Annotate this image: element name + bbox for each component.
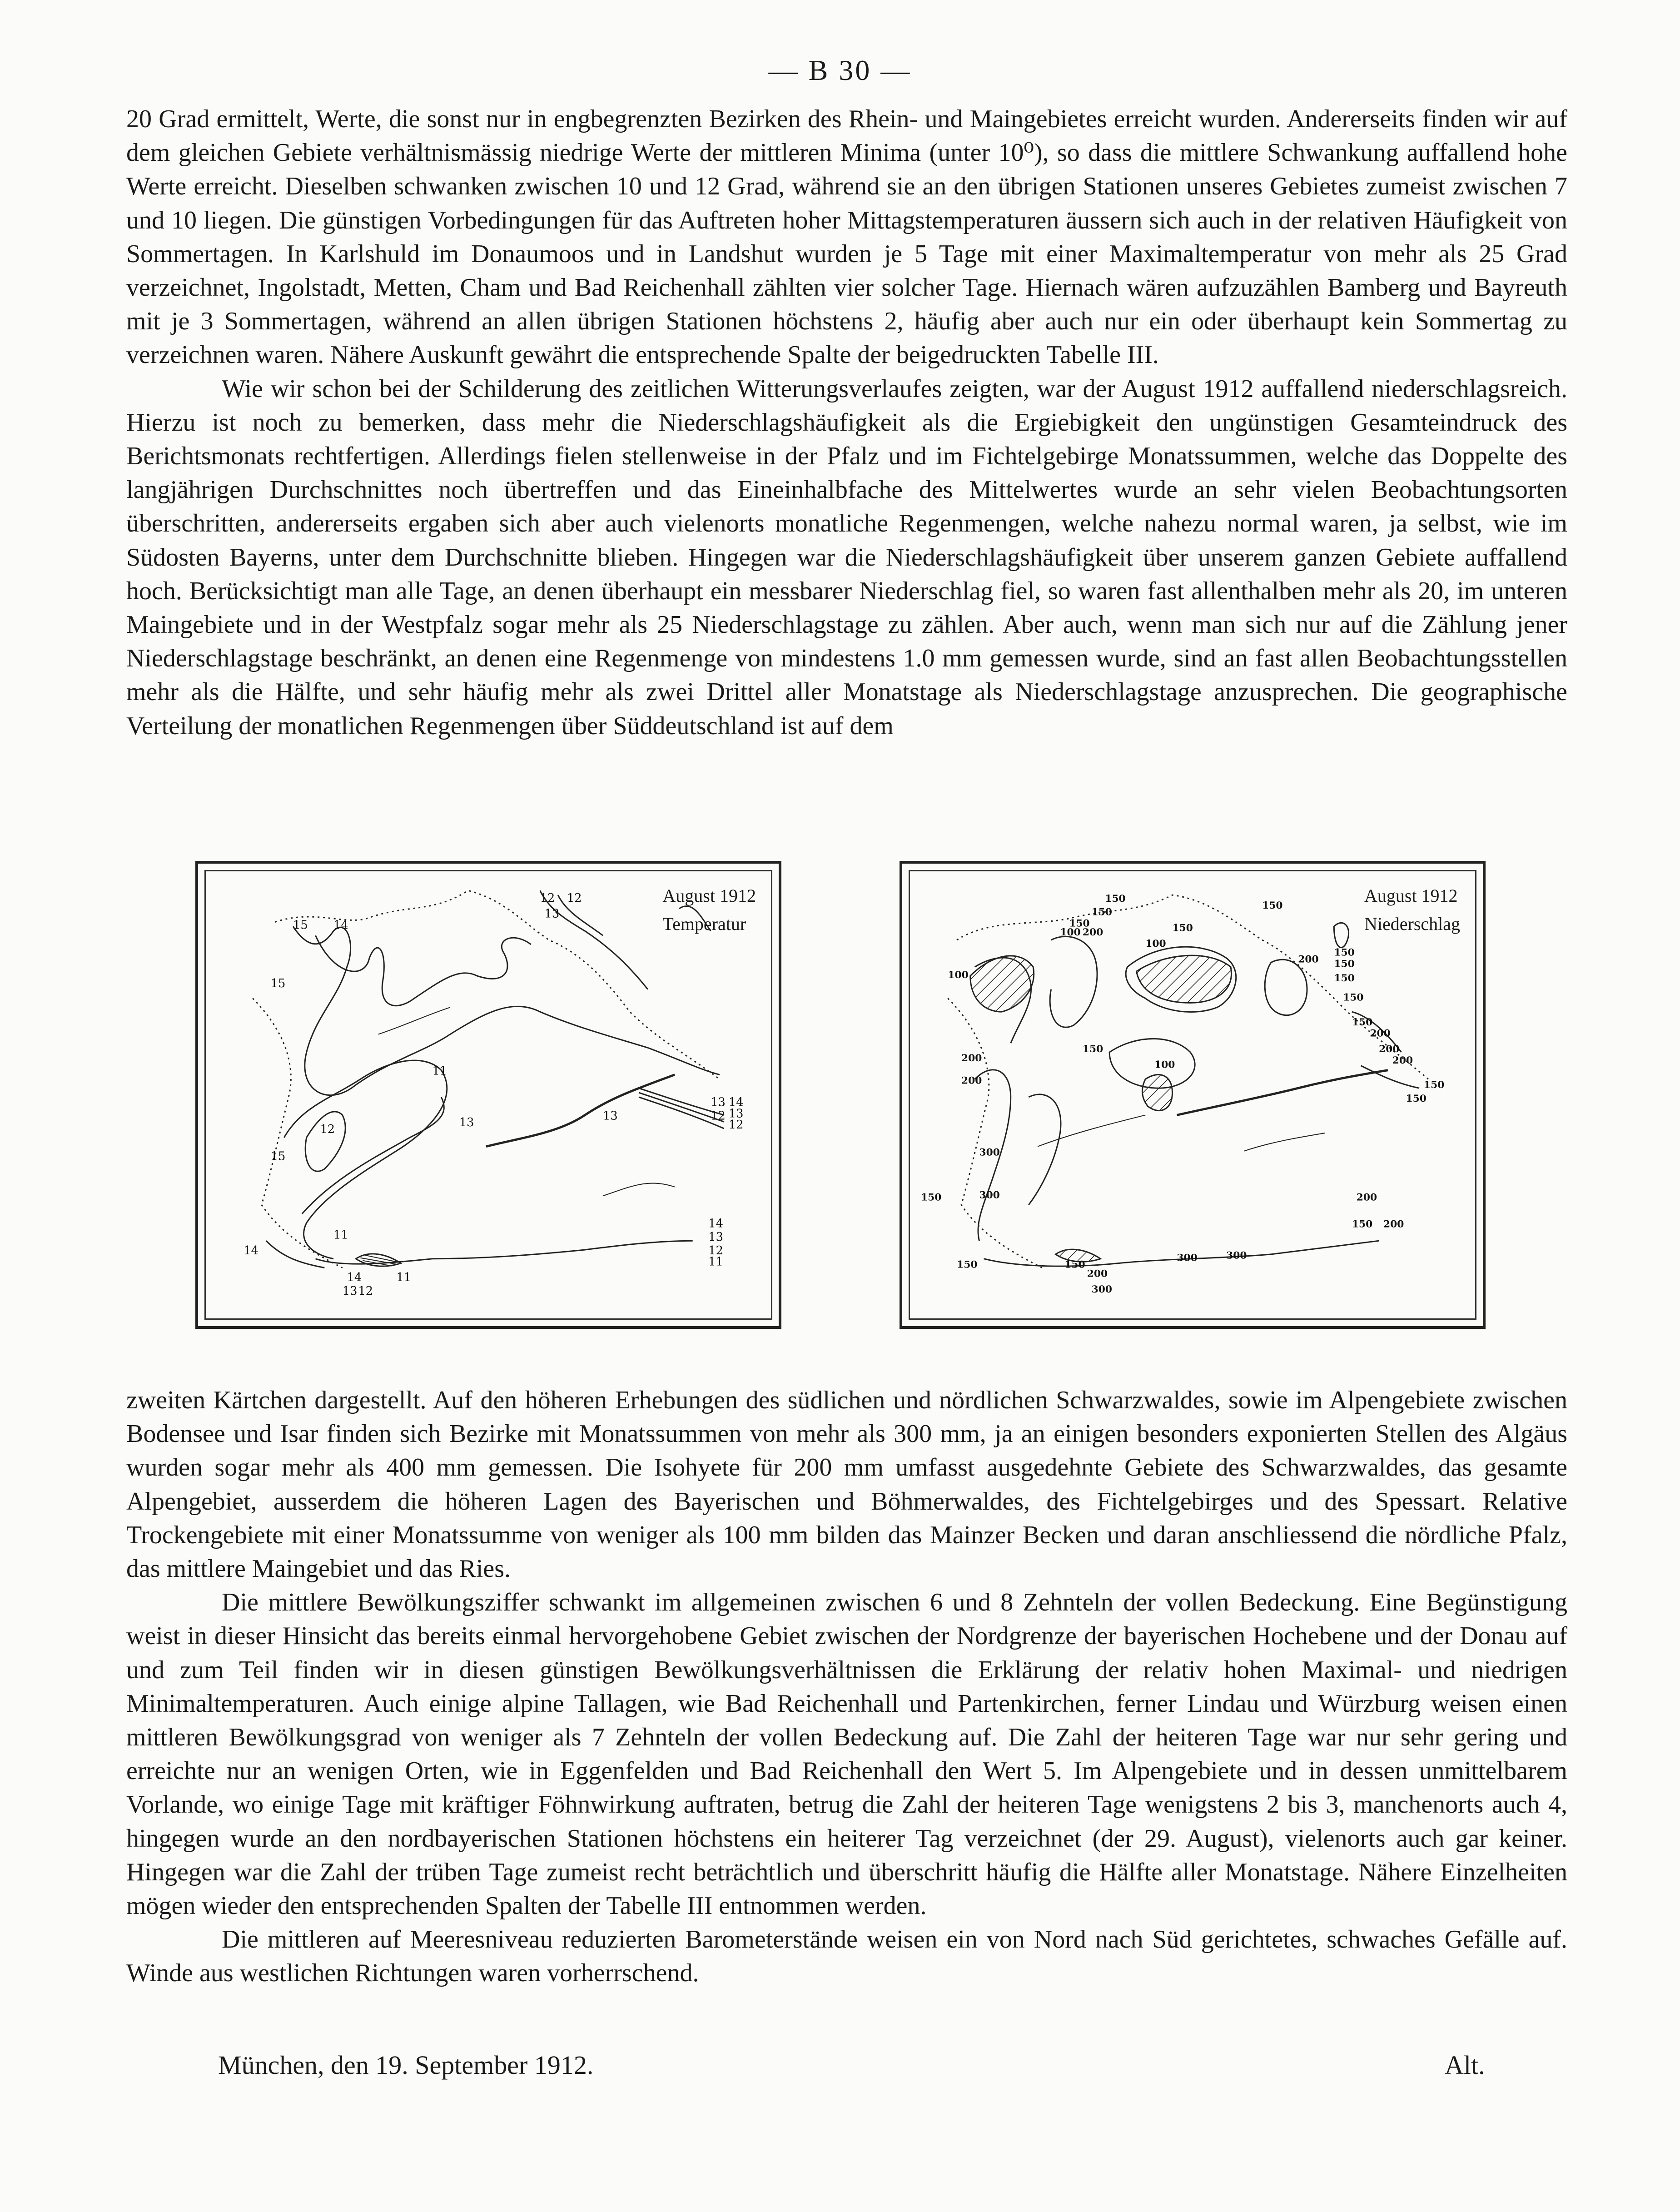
- map-caption-date: August 1912: [1364, 885, 1458, 906]
- map-label: 12: [708, 1243, 723, 1258]
- map-label: 13: [728, 1107, 744, 1121]
- map-caption: [662, 882, 756, 938]
- map-label: 13: [544, 907, 560, 921]
- map-label: 13: [342, 1284, 358, 1298]
- map-label: 200: [1087, 1268, 1108, 1280]
- map-label: 150: [1091, 906, 1112, 918]
- map-label: 150: [921, 1192, 942, 1203]
- map-label: 12: [320, 1123, 335, 1137]
- precipitation-map: [900, 861, 1486, 1329]
- text-block-top: [126, 102, 1567, 743]
- map-label: 200: [1356, 1192, 1377, 1203]
- map-caption-topic: Temperatur: [662, 914, 746, 934]
- map-label: 150: [1172, 922, 1193, 934]
- temperature-map: [195, 861, 781, 1329]
- map-label: 150: [1424, 1079, 1445, 1091]
- paragraph: zweiten Kärtchen dargestellt. Auf den höheren Erhebungen des südlichen und nördlichen Schwarzwaldes, sowie im Alpengebiete zwischen Bodensee und Isar finden sich Bezirke mit Monatssummen von mehr als 300 mm, ja an einigen besonders exponierten Stellen des Algäus wurden sogar mehr als 400 mm gemessen. Die Isohyete für 200 mm umfasst ausgedehnte Gebiete des Schwarzwaldes, das gesamte Alpengebiet, ausserdem die höheren Lagen des Bayerischen und Böhmerwaldes, des Fichtelgebirges und des Spessart. Relative Trockengebiete mit einer Monatssumme von weniger als 100 mm bilden das Mainzer Becken und daran anschliessend die nördliche Pfalz, das mittlere Maingebiet und das Ries.: [126, 1386, 1567, 1583]
- map-label: 13: [711, 1095, 726, 1109]
- map-label: 150: [1064, 1259, 1085, 1271]
- signature-place-date: München, den 19. September 1912.: [218, 2050, 594, 2080]
- map-label: 13: [708, 1230, 723, 1244]
- map-label: 150: [1262, 900, 1283, 911]
- map-label: 300: [979, 1147, 1000, 1158]
- map-label: 200: [1379, 1044, 1400, 1055]
- map-label: 14: [347, 1271, 362, 1285]
- map-label: 11: [708, 1255, 723, 1269]
- map-label: 12: [728, 1118, 744, 1132]
- map-label: 200: [961, 1052, 982, 1064]
- map-label: 150: [957, 1259, 978, 1271]
- map-label: 150: [1082, 1044, 1103, 1055]
- map-label: 12: [567, 891, 582, 905]
- paragraph: 20 Grad ermittelt, Werte, die sonst nur in engbegrenzten Bezirken des Rhein- und Maingebietes erreicht wurden. Andererseits finden wir auf dem gleichen Gebiete verhältnismässig niedrige Werte der mittleren Minima (unter 10⁰), so dass die mittlere Schwankung auffallend hohe Werte erreicht. Dieselben schwanken zwischen 10 und 12 Grad, während sie an den übrigen Stationen unseres Gebietes zumeist zwischen 7 und 10 liegen. Die günstigen Vorbedingungen für das Auftreten hoher Mittagstemperaturen äussern sich auch in der relativen Häufigkeit von Sommertagen. In Karlshuld im Donaumoos und in Landshut wurden je 5 Tage mit einer Maximaltemperatur von mehr als 25 Grad verzeichnet, Ingolstadt, Metten, Cham und Bad Reichenhall zählten vier solcher Tage. Hiernach wären aufzuzählen Bamberg und Bayreuth mit je 3 Sommertagen, während an allen übrigen Stationen höchstens 2, häufig aber auch nur ein oder überhaupt kein Sommertag zu verzeichnen waren. Nähere Auskunft gewährt die entsprechende Spalte der beigedruckten Tabelle III.: [126, 105, 1567, 369]
- map-label: 12: [358, 1284, 373, 1298]
- map-label: 150: [1334, 947, 1355, 959]
- map-label: 15: [270, 1149, 286, 1163]
- map-label: 150: [1406, 1093, 1427, 1104]
- map-label: 300: [1177, 1252, 1198, 1264]
- map-labels: [244, 891, 743, 1298]
- map-label: 150: [1334, 958, 1355, 970]
- map-label: 200: [1392, 1054, 1413, 1066]
- map-label: 200: [1383, 1218, 1404, 1230]
- map-label: 11: [396, 1271, 412, 1285]
- paragraph: Die mittlere Bewölkungsziffer schwankt im allgemeinen zwischen 6 und 8 Zehnteln der vollen Bedeckung. Eine Begünstigung weist in dieser Hinsicht das bereits einmal hervorgehobene Gebiet zwischen der Nordgrenze der bayerischen Hochebene und der Donau auf und zum Teil finden wir in diesen günstigen Bewölkungsverhältnissen die Erklärung der relativ hohen Maximal- und niedrigen Minimaltemperaturen. Auch einige alpine Tallagen, wie Bad Reichenhall und Partenkirchen, ferner Lindau und Würzburg weisen einen mittleren Bewölkungsgrad von weniger als 7 Zehnteln der vollen Bedeckung auf. Die Zahl der heiteren Tage war nur sehr gering und erreichte nur an wenigen Orten, wie in Eggenfelden und Bad Reichenhall den Wert 5. Im Alpengebiete und in dessen unmittelbarem Vorlande, wo einige Tage mit kräftiger Föhnwirkung auftraten, betrug die Zahl der heiteren Tage wenigstens 2 bis 3, manchenorts auch 4, hingegen wurde an den nordbayerischen Stationen höchstens ein heiterer Tag verzeichnet (der 29. August), vielenorts auch gar keiner. Hingegen war die Zahl der trüben Tage zumeist recht beträchtlich und überschritt häufig die Hälfte aller Monatstage. Nähere Einzelheiten mögen wieder den entsprechenden Spalten der Tabelle III entnommen werden.: [126, 1588, 1567, 1920]
- map-label: 100: [1060, 927, 1081, 939]
- map-label: 14: [728, 1095, 744, 1109]
- map-label: 13: [603, 1109, 618, 1123]
- paragraph: Die mittleren auf Meeresniveau reduzierten Barometerstände weisen ein von Nord nach Süd gerichtetes, schwaches Gefälle auf. Winde aus westlichen Richtungen waren vorherrschend.: [126, 1925, 1567, 1988]
- map-label: 150: [1352, 1218, 1373, 1230]
- map-label: 200: [1370, 1028, 1391, 1039]
- map-label: 300: [1091, 1283, 1112, 1295]
- signature-author: Alt.: [1445, 2050, 1485, 2080]
- paragraph: Wie wir schon bei der Schilderung des zeitlichen Witterungsverlaufes zeigten, war der August 1912 auffallend niederschlagsreich. Hierzu ist noch zu bemerken, dass mehr die Niederschlagshäufigkeit als die Ergiebigkeit den ungünstigen Gesamteindruck des Berichtsmonats rechtfertigen. Allerdings fielen stellenweise in der Pfalz und im Fichtelgebirge Monatssummen, welche das Doppelte des langjährigen Durchschnittes noch übertreffen und das Eineinhalbfache des Mittelwertes wurde an sehr vielen Beobachtungsorten überschritten, andererseits ergaben sich aber auch vielenorts monatliche Regenmengen, welche nahezu normal waren, ja selbst, wie im Südosten Bayerns, unter dem Durchschnitte blieben. Hingegen war die Niederschlagshäufigkeit über unserem ganzen Gebiete auffallend hoch. Berücksichtigt man alle Tage, an denen überhaupt ein messbarer Niederschlag fiel, so waren fast allenthalben mehr als 20, im unteren Maingebiete und in der Westpfalz sogar mehr als 25 Niederschlagstage zu zählen. Aber auch, wenn man sich nur auf die Zählung jener Niederschlagstage beschränkt, an denen eine Regenmenge von mindestens 1.0 mm gemessen wurde, sind an fast allen Beobachtungsstellen mehr als die Hälfte, und sehr häufig mehr als zwei Drittel aller Monatstage als Niederschlagstage anzusprechen. Die geographische Verteilung der monatlichen Regenmengen über Süddeutschland ist auf dem: [126, 374, 1567, 740]
- map-label: 150: [1105, 893, 1126, 905]
- map-label: 12: [711, 1109, 726, 1123]
- map-caption-topic: Niederschlag: [1364, 914, 1460, 934]
- map-label: 200: [961, 1075, 982, 1087]
- map-label: 14: [333, 918, 348, 932]
- map-label: 300: [979, 1189, 1000, 1201]
- map-caption-date: August 1912: [662, 885, 756, 906]
- map-label: 100: [1145, 938, 1166, 949]
- map-label: 100: [948, 969, 969, 981]
- map-label: 100: [1154, 1059, 1175, 1071]
- map-label: 13: [459, 1116, 474, 1130]
- map-label: 14: [244, 1243, 259, 1258]
- map-figures: [195, 861, 1467, 1329]
- map-label: 150: [1352, 1016, 1373, 1028]
- map-label: 150: [1334, 972, 1355, 984]
- map-label: 200: [1298, 954, 1319, 965]
- map-label: 11: [333, 1228, 348, 1242]
- map-label: 300: [1226, 1250, 1247, 1262]
- page-number: — B 30 —: [768, 54, 912, 86]
- map-label: 14: [708, 1217, 723, 1231]
- map-caption: [1364, 882, 1460, 938]
- map-label: 150: [1343, 992, 1364, 1004]
- text-block-bottom: [126, 1383, 1567, 1990]
- map-label: 15: [270, 976, 286, 990]
- map-label: 200: [1082, 927, 1103, 939]
- map-label: 11: [432, 1064, 447, 1078]
- map-label: 150: [1069, 918, 1090, 930]
- map-label: 12: [540, 891, 555, 905]
- map-label: 15: [293, 918, 308, 932]
